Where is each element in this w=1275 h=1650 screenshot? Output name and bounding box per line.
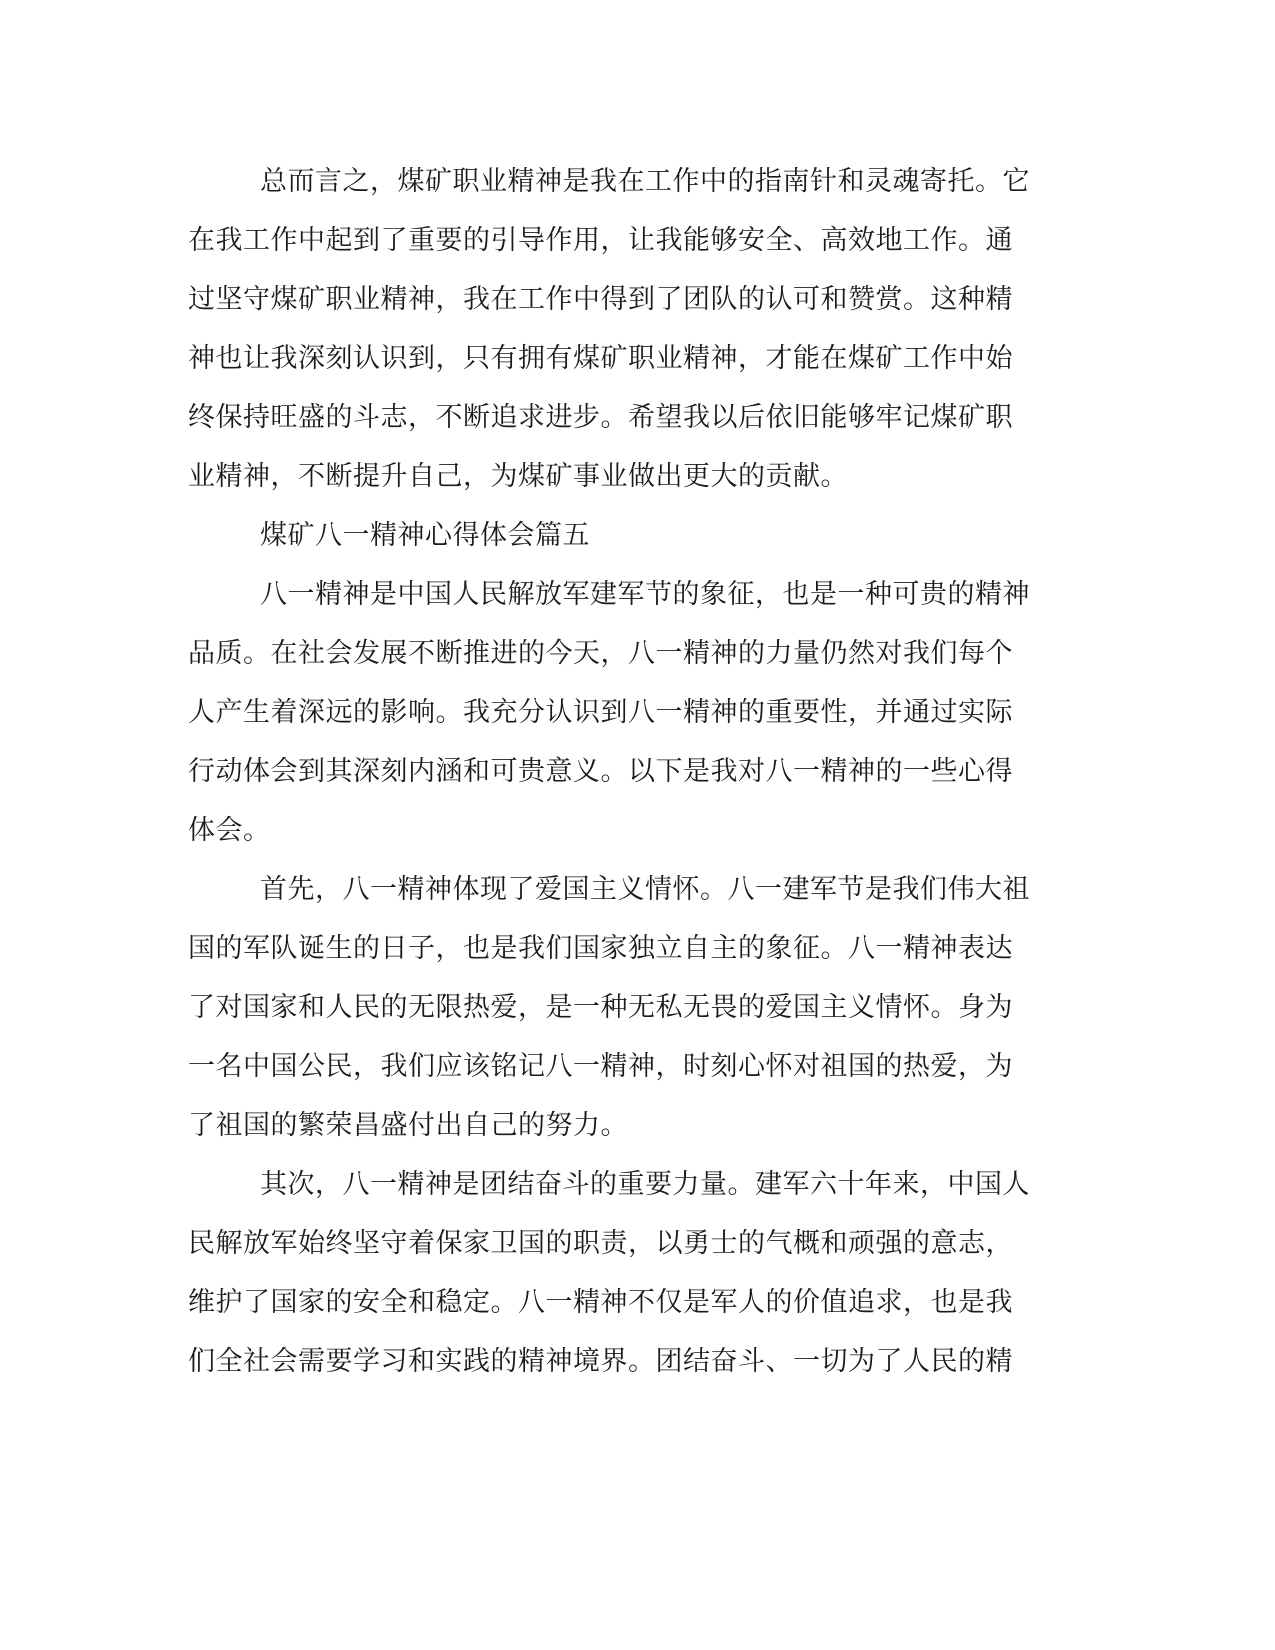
paragraph-line: 们全社会需要学习和实践的精神境界。团结奋斗、一切为了人民的精 [188, 1346, 1013, 1377]
paragraph-line: 人产生着深远的影响。我充分认识到八一精神的重要性，并通过实际 [188, 697, 1013, 728]
paragraph-line: 神也让我深刻认识到，只有拥有煤矿职业精神，才能在煤矿工作中始 [188, 343, 1013, 374]
paragraph-line: 过坚守煤矿职业精神，我在工作中得到了团队的认可和赞赏。这种精 [188, 284, 1013, 315]
paragraph-line: 终保持旺盛的斗志，不断追求进步。希望我以后依旧能够牢记煤矿职 [188, 402, 1013, 433]
paragraph-line: 品质。在社会发展不断推进的今天，八一精神的力量仍然对我们每个 [188, 638, 1013, 669]
paragraph-line: 国的军队诞生的日子，也是我们国家独立自主的象征。八一精神表达 [188, 933, 1013, 964]
paragraph-line: 其次，八一精神是团结奋斗的重要力量。建军六十年来，中国人 [260, 1169, 1030, 1200]
paragraph-line: 一名中国公民，我们应该铭记八一精神，时刻心怀对祖国的热爱，为 [188, 1051, 1013, 1082]
paragraph-line: 总而言之，煤矿职业精神是我在工作中的指南针和灵魂寄托。它 [260, 166, 1030, 197]
paragraph-line: 行动体会到其深刻内涵和可贵意义。以下是我对八一精神的一些心得 [188, 756, 1013, 787]
paragraph-line: 八一精神是中国人民解放军建军节的象征，也是一种可贵的精神 [260, 579, 1030, 610]
section-heading: 煤矿八一精神心得体会篇五 [260, 520, 590, 551]
paragraph-line: 维护了国家的安全和稳定。八一精神不仅是军人的价值追求，也是我 [188, 1287, 1013, 1318]
paragraph-line: 首先，八一精神体现了爱国主义情怀。八一建军节是我们伟大祖 [260, 874, 1030, 905]
paragraph-line: 业精神，不断提升自己，为煤矿事业做出更大的贡献。 [188, 461, 848, 492]
paragraph-line: 了祖国的繁荣昌盛付出自己的努力。 [188, 1110, 628, 1141]
paragraph-line: 了对国家和人民的无限热爱，是一种无私无畏的爱国主义情怀。身为 [188, 992, 1013, 1023]
paragraph-line: 在我工作中起到了重要的引导作用，让我能够安全、高效地工作。通 [188, 225, 1013, 256]
paragraph-line: 体会。 [188, 815, 271, 846]
paragraph-line: 民解放军始终坚守着保家卫国的职责，以勇士的气概和顽强的意志， [188, 1228, 1013, 1259]
